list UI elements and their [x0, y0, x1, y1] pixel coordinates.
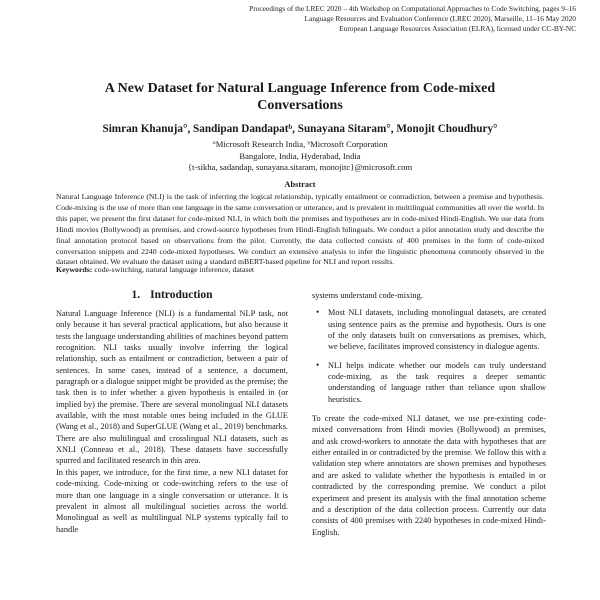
header-line-1: Proceedings of the LREC 2020 – 4th Workshop on Computational Approaches to Code Switching, pages 9–16: [249, 4, 576, 13]
bullet-item: [312, 307, 546, 352]
author-list: Simran Khanuja°, Sandipan Dandapatᵇ, Sunayana Sitaram°, Monojit Choudhury°: [102, 123, 498, 135]
bullet-text: NLI helps indicate whether our models can truly understand code-mixing, as the task requires a deeper semantic understanding of language rather than reliance upon shallow heuristics.: [328, 360, 546, 404]
bullet-list: [312, 307, 546, 405]
intro-continuation: systems understand code-mixing.: [312, 291, 423, 300]
dataset-creation-paragraph: To create the code-mixed NLI dataset, we use pre-existing code-mixed conversations from Hindi movies (Bollywood) as premises, and ask crowd-workers to annotate the data with hypotheses that are either entailed in or contradicted by the premise. We follow this with a validation step where annotators are shown premises and hypotheses and are asked to validate whether the hypothesis is entailed in or contradicted by the corresponding premise. We conduct a pilot experiment and present its analysis with the final annotation scheme and a description of the data collection process. Currently our data consists of 400 premises with 2240 hypotheses in code-mixed Hindi-English.: [312, 414, 546, 537]
paper-title: [40, 80, 560, 114]
affiliation-emails: {t-sikha, sadandap, sunayana.sitaram, monojitc}@microsoft.com: [187, 162, 413, 173]
header-line-3: European Language Resources Association (ELRA), licensed under CC-BY-NC: [339, 24, 576, 33]
header-line-2: Language Resources and Evaluation Conference (LREC 2020), Marseille, 11–16 May 2020: [304, 14, 576, 23]
affiliation-line-2: Bangalore, India, Hyderabad, India: [239, 150, 361, 161]
bullet-item: [312, 360, 546, 405]
bullet-icon: •: [316, 307, 320, 318]
section-heading-introduction: [56, 288, 288, 302]
keywords-label: Keywords:: [56, 265, 93, 274]
left-column: [56, 288, 288, 535]
paper-title-line-2: Conversations: [257, 98, 343, 113]
section-title: Introduction: [150, 289, 213, 301]
intro-paragraph-1: Natural Language Inference (NLI) is a fundamental NLP task, not only because it has several practical applications, but also because it tests the language understanding abilities of machines beyond pattern recognition. NLI tasks usually involve inferring the logical relationship, such as entailment or contradiction, between a pair of sentences. In some cases, instead of a sentence, a document, paragraph or a dialogue snippet might be provided as the premise; the task then is to infer whether a given hypothesis is entailed in (or implied by) the premise. There are several monolingual NLI datasets available, with the most notable ones being included in the GLUE (Wang et al., 2018) and SuperGLUE (Wang et al., 2019) benchmarks. There are also multilingual and crosslingual NLI datasets, such as XNLI (Conneau et al., 2018). These datasets have successfully spurred and facilitated research in this area.: [56, 309, 288, 466]
affiliations: [40, 139, 560, 174]
abstract-text: Natural Language Inference (NLI) is the task of inferring the logical relationship, typically entailment or contradiction, between a premise and hypothesis. Code-mixing is the use of more than one language in the same conversation or utterance, and is prevalent in multilingual communities all over the world. In this paper, we present the first dataset for code-mixed NLI, in which both the premises and hypotheses are in code-mixed Hindi-English. We use data from Hindi movies (Bollywood) as premises, and crowd-source hypotheses from Hindi-English bilinguals. We conduct a pilot annotation study and describe the final annotation protocol based on observations from the pilot. Currently, the data collected consists of 400 premises in the form of code-mixed conversation snippets and 2240 code-mixed hypotheses. We conduct an extensive analysis to infer the linguistic phenomena commonly observed in the dataset obtained. We evaluate the dataset using a standard mBERT-based pipeline for NLI and report results.: [56, 192, 544, 267]
keywords: [56, 265, 544, 275]
affiliation-line-1: °Microsoft Research India, ᵇMicrosoft Corporation: [212, 139, 388, 149]
bullet-text: Most NLI datasets, including monolingual datasets, are created using sentence pairs as the premise and hypothesis. Ours is one of the only datasets built on conversations as premises, which, we believe, facilitates improved consistency in dialogue agents.: [328, 308, 546, 352]
section-number: 1.: [131, 289, 141, 301]
paper-title-line-1: A New Dataset for Natural Language Inference from Code-mixed: [104, 81, 496, 96]
proceedings-header: [216, 4, 576, 34]
keywords-text: code-switching, natural language inference, dataset: [92, 265, 255, 274]
right-column: [312, 290, 546, 538]
intro-paragraph-2: In this paper, we introduce, for the first time, a new NLI dataset for code-mixing. Code-mixing or code-switching refers to the use of more than one language in a single conversation or utterance. It is prevalent in almost all multilingual societies across the world. Monolingual as well as multilingual NLP systems typically fail to handle: [56, 467, 288, 534]
abstract-heading: Abstract: [284, 180, 316, 189]
bullet-icon: •: [316, 359, 320, 370]
